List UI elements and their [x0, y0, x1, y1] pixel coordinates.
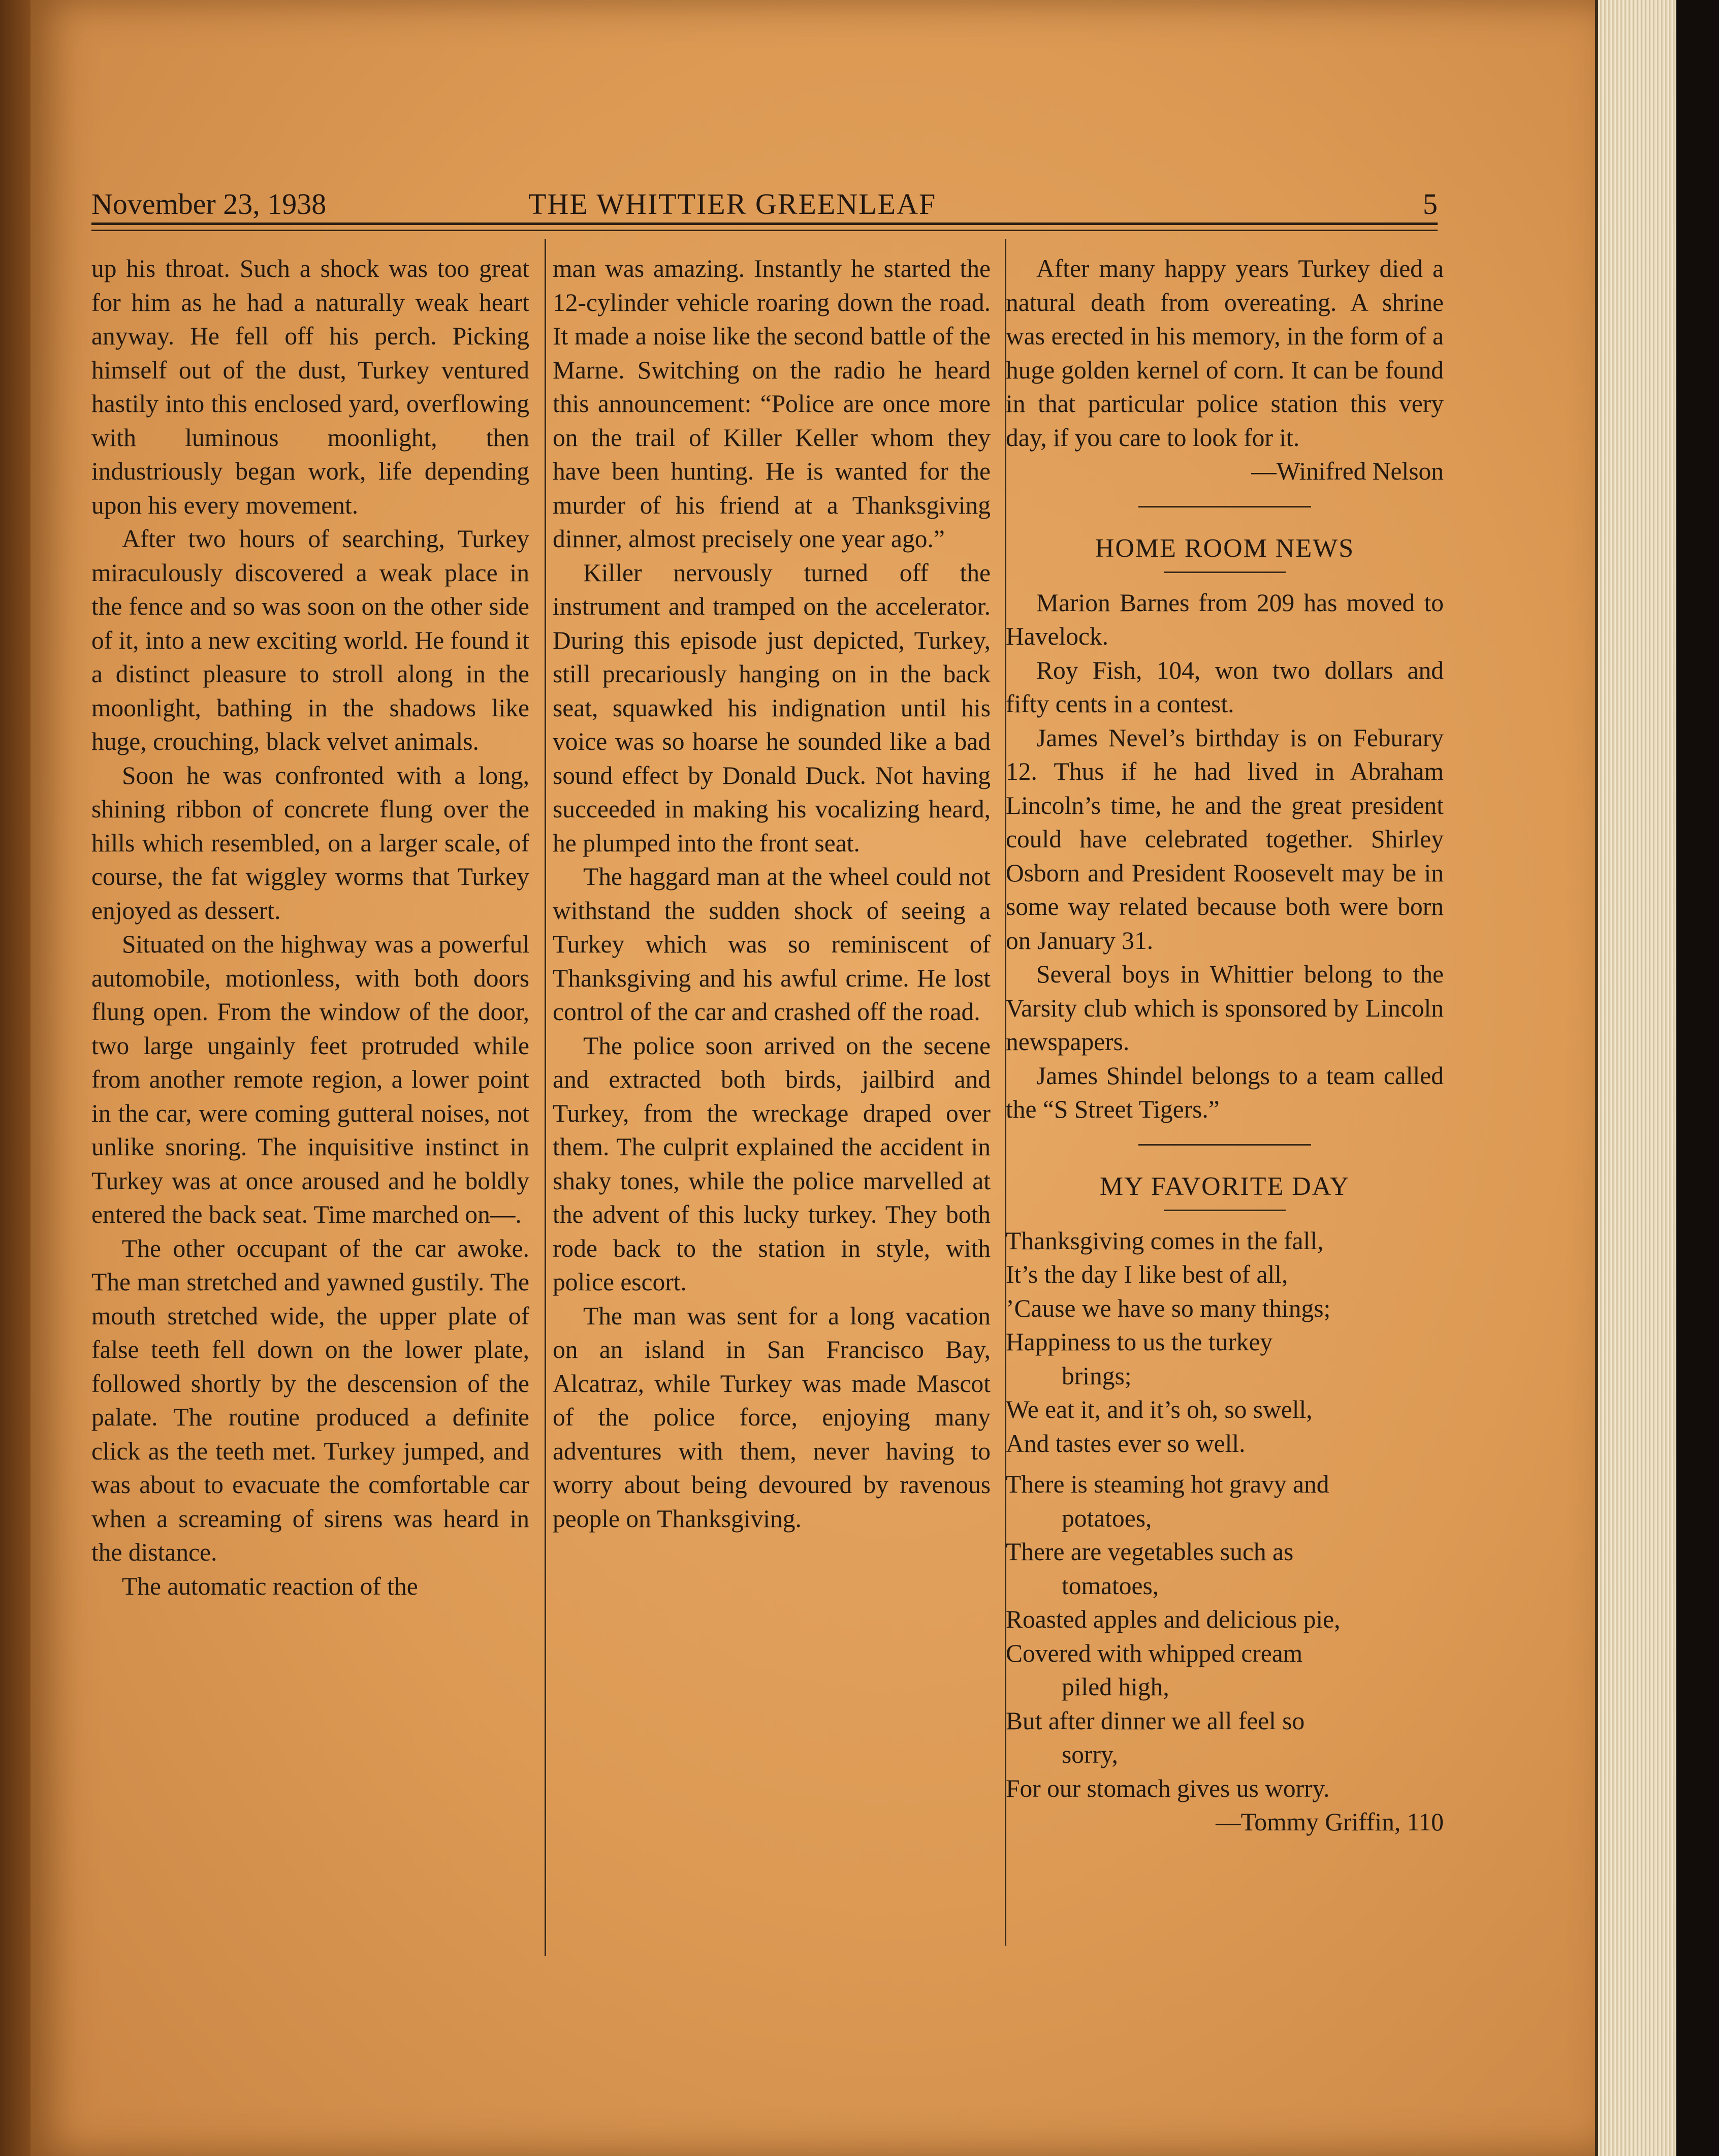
poem-line: We eat it, and it’s oh, so swell, — [1006, 1396, 1313, 1423]
news-item: Several boys in Whittier belong to the Varsity club which is sponsored by Lincoln newspapers. — [1006, 960, 1444, 1056]
story-paragraph: The police soon arrived on the secene and extracted both birds, jailbird and Turkey, from the wreckage draped over them. The culprit explained the accident in shaky tones, while the police marvelled at the advent of this lucky turkey. They both rode back to the station in style, with police escort. — [553, 1031, 991, 1296]
homeroom-heading: HOME ROOM NEWS — [1095, 533, 1355, 563]
section-divider — [1138, 506, 1311, 508]
header-rule-thin — [91, 230, 1438, 231]
story-paragraph: Soon he was confronted with a long, shining ribbon of concrete flung over the hills which resembled, on a larger scale, of course, the fat wiggley worms that Turkey enjoyed as dessert. — [91, 761, 529, 925]
story-byline: —Winifred Nelson — [1251, 457, 1444, 485]
poem-line: It’s the day I like best of all, — [1006, 1260, 1288, 1288]
story-paragraph: The other occupant of the car awoke. The man stretched and yawned gustily. The mouth stretched wide, the upper plate of false teeth fell down on the lower plate, followed shortly by the descension of the palate. The routine produced a definite click as the teeth met. Turkey jumped, and was about to evacuate the comfortable car when a screaming of sirens was heard in the distance. — [91, 1234, 529, 1566]
story-paragraph: After two hours of searching, Turkey miraculously discovered a weak place in the fence and so was soon on the other side of it, into a new exciting world. He found it a distinct pleasure to stroll along in the moonlight, bathing in the shadows like huge, crouching, black velvet animals. — [91, 525, 529, 755]
book-cover-edge — [1676, 0, 1719, 2156]
page-header — [91, 187, 1438, 228]
poem-line: There is steaming hot gravy and — [1006, 1470, 1329, 1498]
news-item: James Nevel’s birthday is on Feburary 12. Thus if he had lived in Abraham Lincoln’s time, he and the great president could have celebrated together. Shirley Osborn and President Roosevelt may be in some way related because both were born on January 31. — [1006, 723, 1444, 955]
column-divider-1 — [545, 239, 546, 1956]
page-edges — [1595, 0, 1679, 2156]
column-1 — [91, 252, 529, 1603]
poem-line: potatoes, — [1062, 1504, 1152, 1532]
poem-line: ’Cause we have so many things; — [1006, 1294, 1331, 1322]
story-paragraph: Situated on the highway was a powerful automobile, motionless, with both doors flung open. From the window of the door, two large ungainly feet protruded while from another remote region, a lower point in the car, were coming gutteral noises, not unlike snoring. The inquisitive instinct in Turkey was at once aroused and he boldly entered the back seat. Time marched on—. — [91, 930, 529, 1228]
poem-line: Thanksgiving comes in the fall, — [1006, 1226, 1324, 1255]
poem-line: Happiness to us the turkey — [1006, 1328, 1273, 1356]
poem-line: piled high, — [1062, 1673, 1169, 1701]
story-paragraph: The haggard man at the wheel could not withstand the sudden shock of seeing a Turkey which was so reminiscent of Thanksgiving and his awful crime. He lost control of the car and crashed off the road. — [553, 863, 991, 1026]
poem — [1006, 1224, 1444, 1840]
poem-line: brings; — [1062, 1361, 1132, 1390]
story-paragraph: man was amazing. Instantly he started the 12-cylinder vehicle roaring down the road. It made a noise like the second battle of the Marne. Switching on the radio he heard this announcement: “Police are once more on the trail of Killer Keller whom they have been hunting. He is wanted for the murder of his friend at a Thanksgiving dinner, almost precisely one year ago.” — [553, 255, 991, 553]
header-rule-thick — [91, 223, 1438, 225]
heading-underline — [1164, 572, 1286, 573]
poem-byline: —Tommy Griffin, 110 — [1216, 1808, 1444, 1836]
poem-line: There are vegetables such as — [1006, 1538, 1294, 1566]
news-item: Marion Barnes from 209 has moved to Havelock. — [1006, 588, 1444, 650]
story-paragraph: up his throat. Such a shock was too great for him as he had a naturally weak heart anyway. He fell off his perch. Picking himself out of the dust, Turkey ventured hastily into this enclosed yard, overflowing with luminous moonlight, then industriously began work, life depending upon his every movement. — [91, 255, 529, 519]
issue-date: November 23, 1938 — [91, 187, 327, 220]
story-paragraph: The man was sent for a long vacation on an island in San Francisco Bay, Alcatraz, while Turkey was made Mascot of the police force, enjoying many adventures with them, never having to worry about being devoured by ravenous people on Thanksgiving. — [553, 1302, 991, 1533]
newspaper-title: THE WHITTIER GREENLEAF — [528, 187, 937, 220]
heading-underline — [1164, 1210, 1286, 1211]
section-divider — [1138, 1144, 1311, 1146]
page-number: 5 — [1423, 187, 1438, 220]
poem-heading: MY FAVORITE DAY — [1099, 1171, 1350, 1201]
story-paragraph: Killer nervously turned off the instrument and tramped on the accelerator. During this episode just depicted, Turkey, still precariously hanging on in the back seat, squawked his indignation until his voice was so hoarse he sounded like a bad sound effect by Donald Duck. Not having succeeded in making his vocalizing heard, he plumped into the front seat. — [553, 558, 991, 857]
story-paragraph: After many happy years Turkey died a natural death from overeating. A shrine was erected in his memory, in the form of a huge golden kernel of corn. It can be found in that particular police station this very day, if you care to look for it. — [1006, 255, 1444, 452]
poem-line: sorry, — [1062, 1740, 1118, 1768]
news-item: James Shindel belongs to a team called the “S Street Tigers.” — [1006, 1061, 1444, 1123]
column-2 — [553, 252, 991, 1536]
poem-line: But after dinner we all feel so — [1006, 1706, 1305, 1735]
news-item: Roy Fish, 104, won two dollars and fifty cents in a contest. — [1006, 656, 1444, 718]
column-3 — [1006, 252, 1444, 1840]
poem-line: Covered with whipped cream — [1006, 1639, 1303, 1667]
poem-line: And tastes ever so well. — [1006, 1429, 1246, 1457]
poem-line: Roasted apples and delicious pie, — [1006, 1605, 1341, 1633]
poem-line: tomatoes, — [1062, 1571, 1159, 1600]
poem-line: For our stomach gives us worry. — [1006, 1774, 1330, 1802]
story-paragraph: The automatic reaction of the — [122, 1572, 418, 1600]
